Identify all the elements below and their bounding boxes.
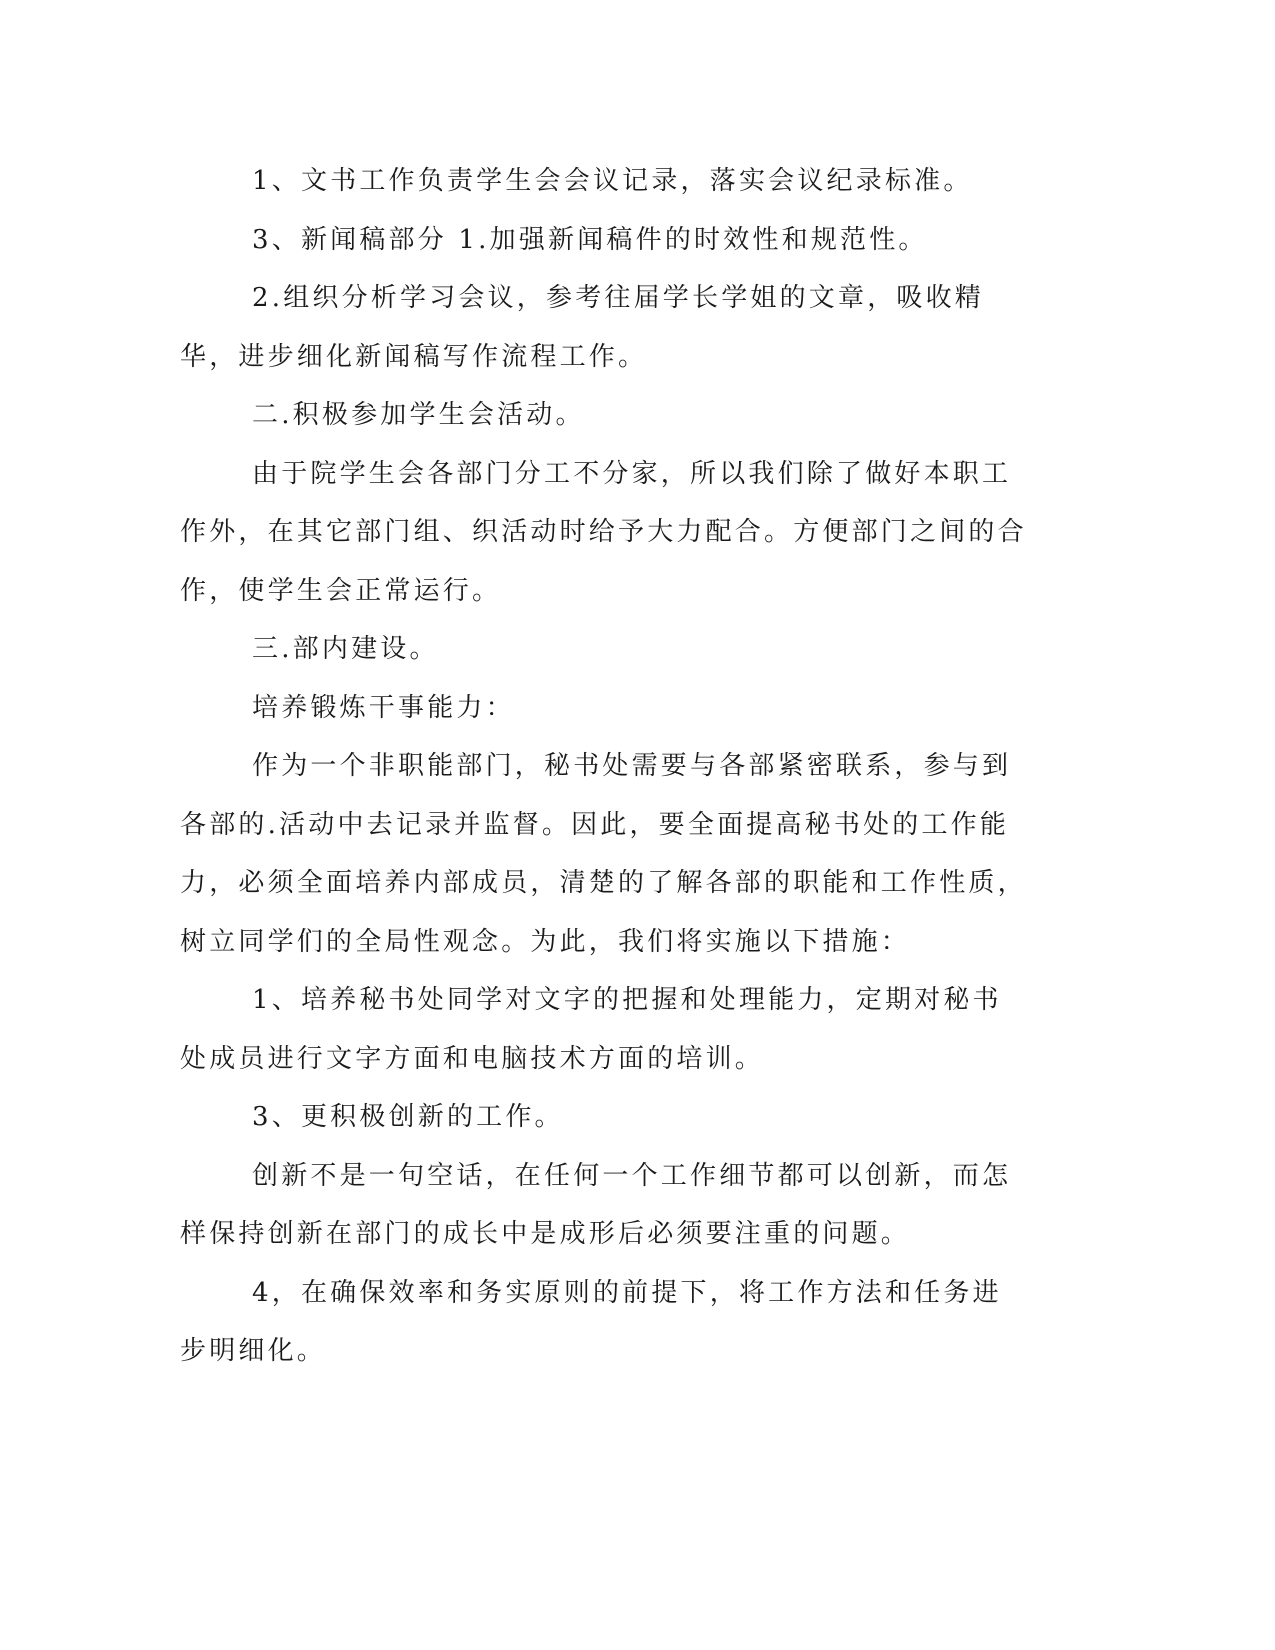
paragraph-12: 4，在确保效率和务实原则的前提下，将工作方法和任务进步明细化。 <box>180 1277 1002 1366</box>
paragraph-8: 作为一个非职能部门，秘书处需要与各部紧密联系，参与到各部的.活动中去记录并监督。因此，要全面提高秘书处的工作能力，必须全面培养内部成员，清楚的了解各部的职能和工作性质，树立同学们的全局性观念。为此，我们将实施以下措施： <box>180 751 1027 957</box>
paragraph-2: 3、新闻稿部分 1.加强新闻稿件的时效性和规范性。 <box>252 224 928 255</box>
paragraph-3: 2.组织分析学习会议，参考往届学长学姐的文章，吸收精华，进步细化新闻稿写作流程工作。 <box>180 283 985 372</box>
paragraph-6: 三.部内建设。 <box>252 634 439 664</box>
paragraph-10: 3、更积极创新的工作。 <box>252 1102 564 1132</box>
paragraph-5: 由于院学生会各部门分工不分家，所以我们除了做好本职工作外，在其它部门组、织活动时给予大力配合。方便部门之间的合作，使学生会正常运行。 <box>180 458 1027 606</box>
paragraph-1: 1、文书工作负责学生会会议记录，落实会议纪录标准。 <box>252 166 973 196</box>
paragraph-4: 二.积极参加学生会活动。 <box>252 400 585 430</box>
paragraph-9: 1、培养秘书处同学对文字的把握和处理能力，定期对秘书处成员进行文字方面和电脑技术方面的培训。 <box>180 985 1002 1074</box>
document-body <box>180 152 1030 1381</box>
paragraph-11: 创新不是一句空话，在任何一个工作细节都可以创新，而怎样保持创新在部门的成长中是成形后必须要注重的问题。 <box>180 1160 1012 1249</box>
paragraph-7: 培养锻炼干事能力： <box>252 692 515 723</box>
